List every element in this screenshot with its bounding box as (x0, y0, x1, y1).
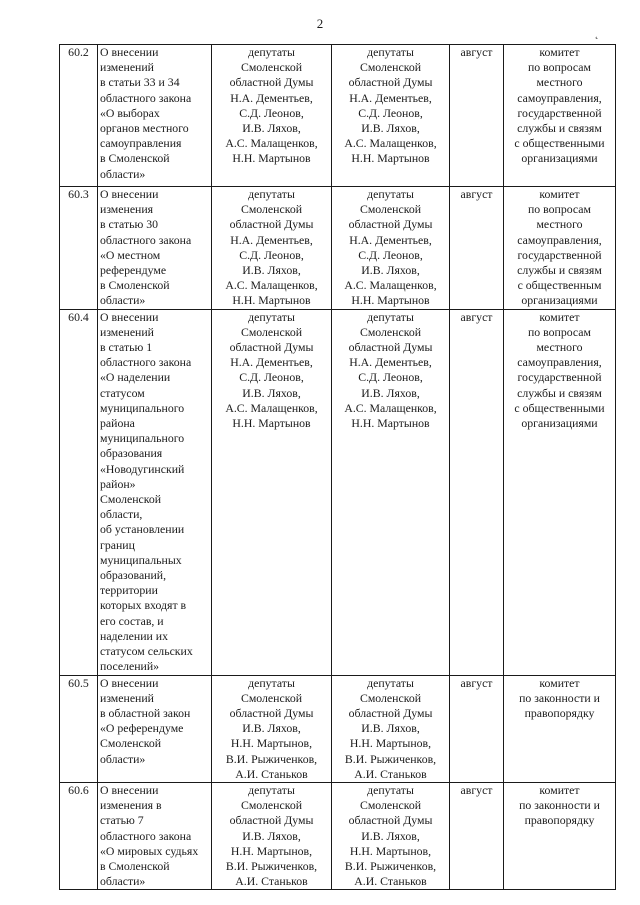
bill-title-line: об установлении (100, 522, 185, 537)
initiators-line: И.В. Ляхов, (242, 721, 301, 736)
bill-title-line: в Смоленской (100, 151, 170, 166)
bill-title-line: которых входят в (100, 598, 187, 613)
bill-title-line: «О мировых судьях (100, 843, 199, 858)
committee-line: комитет (539, 782, 580, 797)
committee-line: по законности и (519, 690, 600, 705)
bill-title-line: его состав, и (100, 613, 164, 628)
developers-line: А.С. Малащенков, (344, 136, 437, 151)
committee-line: по законности и (519, 798, 600, 813)
developers-line: Н.Н. Мартынов, (349, 843, 432, 858)
developers-line: И.В. Ляхов, (361, 385, 420, 400)
table-row (60, 187, 616, 310)
committee-line: местного (536, 340, 583, 355)
initiators-line: А.И. Станьков (235, 766, 308, 781)
initiators-line: депутаты (248, 45, 295, 59)
bill-title (98, 782, 212, 889)
bill-title-line: Смоленской (100, 736, 162, 751)
developers-line: Смоленской (359, 798, 422, 813)
bill-title-line: район» (100, 476, 136, 491)
developers-line: Н.Н. Мартынов (351, 151, 430, 166)
committee-line: государственной (517, 105, 602, 120)
bill-title-line: самоуправления (100, 136, 182, 151)
committee-line: по вопросам (527, 202, 592, 217)
bill-title-line: поселений» (100, 659, 160, 674)
developers-line: С.Д. Леонов, (358, 247, 423, 262)
initiators-line: Н.А. Дементьев, (230, 90, 313, 105)
developers-line: Смоленской (359, 324, 422, 339)
bill-title-line: области, (100, 507, 143, 522)
committee-line: организациями (521, 416, 598, 431)
bill-title (98, 675, 212, 782)
initiators-line: областной Думы (229, 217, 314, 232)
term: август (450, 309, 504, 675)
initiators-line: Н.Н. Мартынов, (230, 736, 313, 751)
developers-line: В.И. Рыжиченков, (344, 858, 437, 873)
committee-line: местного (536, 75, 583, 90)
initiators-line: депутаты (248, 675, 295, 690)
committee-line: по вопросам (527, 324, 592, 339)
term: август (450, 782, 504, 889)
developers (332, 45, 450, 187)
row-number: 60.5 (60, 675, 98, 782)
initiators-line: Н.А. Дементьев, (230, 355, 313, 370)
developers-line: А.С. Малащенков, (344, 278, 437, 293)
initiators-line: Н.Н. Мартынов (232, 293, 311, 308)
bill-title-line: «Новодугинский (100, 461, 185, 476)
bill-title-line: областного закона (100, 90, 192, 105)
committee-line: службы и связям (517, 263, 602, 278)
initiators-line: И.В. Ляхов, (242, 828, 301, 843)
row-number: 60.6 (60, 782, 98, 889)
row-number: 60.2 (60, 45, 98, 187)
initiators-line: Смоленской (240, 324, 303, 339)
bill-title-line: референдуме (100, 263, 167, 278)
bill-title-line: О внесении (100, 309, 159, 324)
bill-title-line: области» (100, 874, 146, 889)
developers-line: Смоленской (359, 202, 422, 217)
developers-line: И.В. Ляхов, (361, 828, 420, 843)
committee-line: правопорядку (524, 813, 595, 828)
bill-title-line: областного закона (100, 828, 192, 843)
bill-title-line: статусом (100, 385, 145, 400)
bill-title-line: образований, (100, 568, 167, 583)
initiators-line: депутаты (248, 782, 295, 797)
developers-line: И.В. Ляхов, (361, 721, 420, 736)
bill-title-line: образования (100, 446, 163, 461)
developers (332, 782, 450, 889)
initiators (212, 675, 332, 782)
developers-line: Н.Н. Мартынов, (349, 736, 432, 751)
developers-line: Н.А. Дементьев, (349, 355, 432, 370)
bill-title (98, 309, 212, 675)
committee-line: комитет (539, 187, 580, 201)
committee-line: организациями (521, 293, 598, 308)
developers-line: депутаты (367, 782, 414, 797)
bill-title-line: О внесении (100, 675, 159, 690)
developers-line: депутаты (367, 675, 414, 690)
initiators-line: депутаты (248, 187, 295, 201)
developers-line: Н.А. Дементьев, (349, 90, 432, 105)
row-number: 60.3 (60, 187, 98, 310)
developers-line: А.И. Станьков (354, 874, 427, 889)
bill-title-line: статью 7 (100, 813, 144, 828)
developers (332, 309, 450, 675)
bill-title (98, 45, 212, 187)
initiators-line: областной Думы (229, 75, 314, 90)
developers-line: областной Думы (348, 75, 433, 90)
developers-line: Н.А. Дементьев, (349, 232, 432, 247)
initiators-line: Н.А. Дементьев, (230, 232, 313, 247)
committee-line: с общественными (514, 400, 605, 415)
initiators-line: Смоленской (240, 60, 303, 75)
initiators-line: областной Думы (229, 705, 314, 720)
initiators (212, 782, 332, 889)
developers-line: А.С. Малащенков, (344, 400, 437, 415)
bill-title-line: областного закона (100, 355, 192, 370)
initiators-line: И.В. Ляхов, (242, 385, 301, 400)
committee-line: службы и связям (517, 385, 602, 400)
initiators-line: Смоленской (240, 690, 303, 705)
committee-line: государственной (517, 370, 602, 385)
bill-title-line: изменений (100, 690, 154, 705)
bill-title-line: в статью 30 (100, 217, 159, 232)
bill-title-line: муниципального (100, 400, 185, 415)
initiators-line: Смоленской (240, 202, 303, 217)
bill-title-line: муниципального (100, 431, 185, 446)
developers-line: депутаты (367, 309, 414, 324)
initiators-line: В.И. Рыжиченков, (225, 751, 318, 766)
bill-title-line: О внесении (100, 187, 159, 201)
bill-title-line: в статьи 33 и 34 (100, 75, 180, 90)
initiators-line: Н.Н. Мартынов (232, 416, 311, 431)
initiators-line: депутаты (248, 309, 295, 324)
initiators-line: В.И. Рыжиченков, (225, 858, 318, 873)
initiators-line: Н.Н. Мартынов (232, 151, 311, 166)
committee-line: комитет (539, 45, 580, 59)
committee (504, 675, 616, 782)
term: август (450, 675, 504, 782)
developers-line: И.В. Ляхов, (361, 121, 420, 136)
initiators (212, 309, 332, 675)
bill-title-line: Смоленской (100, 492, 162, 507)
initiators-line: И.В. Ляхов, (242, 263, 301, 278)
developers-line: областной Думы (348, 217, 433, 232)
committee-line: самоуправления, (517, 232, 602, 247)
developers-line: областной Думы (348, 813, 433, 828)
developers (332, 187, 450, 310)
bill-title-line: органов местного (100, 121, 189, 136)
initiators-line: С.Д. Леонов, (239, 370, 304, 385)
initiators-line: Смоленской (240, 798, 303, 813)
bill-title-line: изменения (100, 202, 154, 217)
bill-title-line: области» (100, 293, 146, 308)
committee-line: службы и связям (517, 121, 602, 136)
committee-line: местного (536, 217, 583, 232)
bill-title-line: «О наделении (100, 370, 171, 385)
term: август (450, 45, 504, 187)
committee-line: с общественными (514, 136, 605, 151)
bill-title-line: в статью 1 (100, 340, 153, 355)
committee-line: комитет (539, 675, 580, 690)
bill-title-line: областного закона (100, 232, 192, 247)
developers-line: Н.Н. Мартынов (351, 293, 430, 308)
committee-line: правопорядку (524, 705, 595, 720)
initiators-line: А.И. Станьков (235, 874, 308, 889)
developers-line: Смоленской (359, 690, 422, 705)
bill-title-line: изменений (100, 324, 154, 339)
initiators-line: А.С. Малащенков, (225, 278, 318, 293)
developers-line: С.Д. Леонов, (358, 105, 423, 120)
bill-title-line: территории (100, 583, 158, 598)
initiators-line: А.С. Малащенков, (225, 400, 318, 415)
bill-title-line: «О выборах (100, 105, 160, 120)
committee-line: организациями (521, 151, 598, 166)
legislative-plan-table (59, 44, 616, 890)
initiators (212, 187, 332, 310)
initiators-line: А.С. Малащенков, (225, 136, 318, 151)
initiators-line: С.Д. Леонов, (239, 105, 304, 120)
initiators-line: С.Д. Леонов, (239, 247, 304, 262)
bill-title-line: изменений (100, 60, 154, 75)
bill-title-line: области» (100, 751, 146, 766)
committee-line: государственной (517, 247, 602, 262)
committee (504, 309, 616, 675)
committee (504, 187, 616, 310)
bill-title-line: муниципальных (100, 552, 182, 567)
developers-line: А.И. Станьков (354, 766, 427, 781)
bill-title (98, 187, 212, 310)
table-row (60, 782, 616, 889)
initiators (212, 45, 332, 187)
bill-title-line: в областной закон (100, 705, 191, 720)
bill-title-line: изменения в (100, 798, 162, 813)
developers-line: областной Думы (348, 340, 433, 355)
table-row (60, 675, 616, 782)
page-number: 2 (316, 16, 324, 31)
committee-line: самоуправления, (517, 355, 602, 370)
row-number: 60.4 (60, 309, 98, 675)
initiators-line: Н.Н. Мартынов, (230, 843, 313, 858)
bill-title-line: О внесении (100, 782, 159, 797)
bill-title-line: в Смоленской (100, 858, 170, 873)
bill-title-line: района (100, 416, 135, 431)
initiators-line: И.В. Ляхов, (242, 121, 301, 136)
developers (332, 675, 450, 782)
committee (504, 782, 616, 889)
bill-title-line: «О местном (100, 247, 161, 262)
table-row (60, 309, 616, 675)
bill-title-line: статусом сельских (100, 644, 193, 659)
committee (504, 45, 616, 187)
table-row (60, 45, 616, 187)
initiators-line: областной Думы (229, 340, 314, 355)
developers-line: Н.Н. Мартынов (351, 416, 430, 431)
developers-line: В.И. Рыжиченков, (344, 751, 437, 766)
developers-line: Смоленской (359, 60, 422, 75)
term: август (450, 187, 504, 310)
developers-line: С.Д. Леонов, (358, 370, 423, 385)
corner-mark: ˛ (595, 28, 599, 40)
developers-line: областной Думы (348, 705, 433, 720)
bill-title-line: наделении их (100, 628, 169, 643)
developers-line: И.В. Ляхов, (361, 263, 420, 278)
committee-line: самоуправления, (517, 90, 602, 105)
bill-title-line: границ (100, 537, 135, 552)
table-body (60, 45, 616, 890)
initiators-line: областной Думы (229, 813, 314, 828)
bill-title-line: в Смоленской (100, 278, 170, 293)
committee-line: по вопросам (527, 60, 592, 75)
developers-line: депутаты (367, 187, 414, 201)
developers-line: депутаты (367, 45, 414, 59)
committee-line: с общественным (517, 278, 602, 293)
bill-title-line: «О референдуме (100, 721, 184, 736)
bill-title-line: О внесении (100, 45, 159, 59)
bill-title-line: области» (100, 166, 146, 181)
committee-line: комитет (539, 309, 580, 324)
